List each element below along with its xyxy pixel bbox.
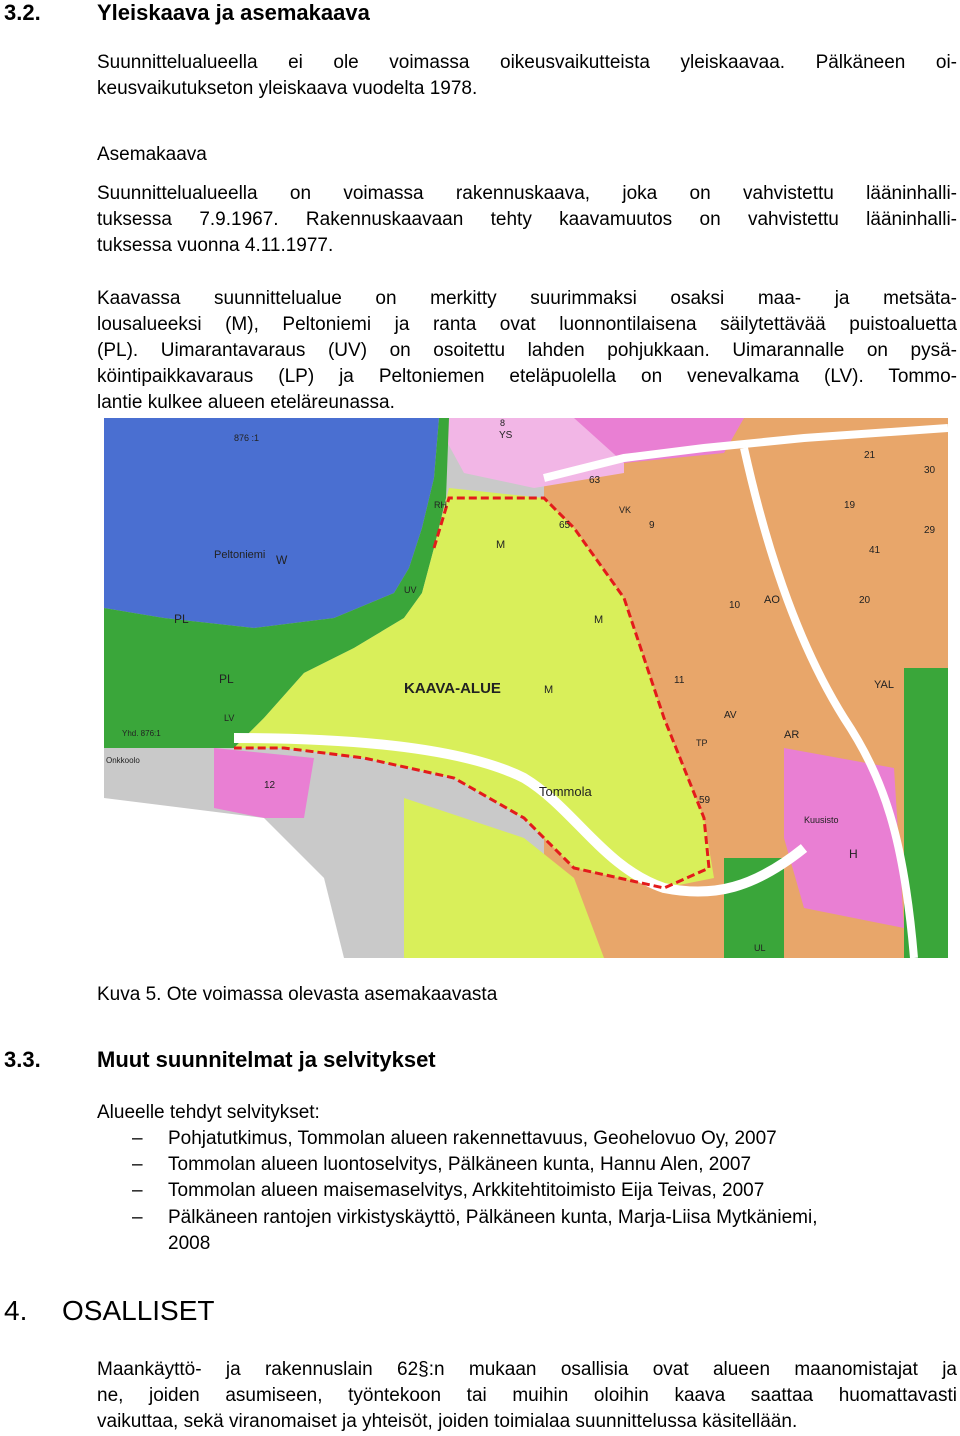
text-line: lantie kulkee alueen eteläreunassa. (97, 392, 395, 413)
list-item-text: Pohjatutkimus, Tommolan alueen rakennettavuus, Geohelovuo Oy, 2007 (168, 1128, 777, 1149)
section-number: 3.2. (4, 0, 41, 25)
label-num-30: 30 (924, 465, 936, 476)
section-title: Muut suunnitelmat ja selvitykset (97, 1047, 436, 1072)
figure-caption: Kuva 5. Ote voimassa olevasta asemakaavasta (97, 984, 498, 1005)
text-line: Suunnittelualueella ei ole voimassa oikeusvaikutteista yleiskaavaa. Pälkäneen oi- (97, 52, 957, 73)
paragraph-yleiskaava (97, 50, 957, 102)
subheading-asemakaava: Asemakaava (97, 144, 207, 165)
label-water-w: W (276, 553, 288, 567)
text-line: keusvaikutukseton yleiskaava vuodelta 1978. (97, 78, 478, 99)
label-kuusisto: Kuusisto (804, 815, 839, 825)
label-tp: TP (696, 738, 708, 748)
section-number: 4. (4, 1295, 28, 1326)
list-dash: – (132, 1180, 143, 1201)
label-num-29: 29 (924, 525, 936, 536)
label-num-12: 12 (264, 780, 276, 791)
text-line: Suunnittelualueella on voimassa rakennuskaava, joka on vahvistettu lääninhalli- (97, 183, 957, 204)
text-line: köintipaikkavaraus (LP) ja Peltoniemen eteläpuolella on venevalkama (LV). Tommo- (97, 366, 957, 387)
list-item-text: Tommolan alueen maisemaselvitys, Arkkitehtitoimisto Eija Teivas, 2007 (168, 1180, 765, 1201)
list-dash: – (132, 1128, 143, 1149)
text-line: tuksessa vuonna 4.11.1977. (97, 235, 334, 256)
label-num-20: 20 (859, 595, 871, 606)
label-uv: UV (404, 585, 417, 595)
label-num-10: 10 (729, 600, 741, 611)
label-num-41: 41 (869, 545, 881, 556)
label-num-8: 8 (500, 418, 506, 428)
label-tommola: Tommola (539, 784, 592, 799)
list-item-text: Pälkäneen rantojen virkistyskäyttö, Pälkäneen kunta, Marja-Liisa Mytkäniemi, (168, 1207, 818, 1228)
label-ul: UL (754, 943, 766, 953)
text-line: ne, joiden asumiseen, työntekoon tai muihin oloihin kaava saattaa huomattavasti (97, 1385, 957, 1406)
list-item-text: Tommolan alueen luontoselvitys, Pälkäneen kunta, Hannu Alen, 2007 (168, 1154, 752, 1175)
pink-area-h (784, 748, 904, 928)
section-title: OSALLISET (62, 1295, 215, 1326)
text-line: Maankäyttö- ja rakennuslain 62§:n mukaan osallisia ovat alueen maanomistajat ja (97, 1359, 957, 1380)
label-num-11: 11 (674, 675, 685, 686)
text-line: vaikuttaa, sekä viranomaiset ja yhteisöt, joiden toimialaa suunnittelussa käsitellään. (97, 1411, 798, 1432)
label-park-pl: PL (174, 612, 189, 626)
label-h: H (849, 847, 858, 861)
list-item-text: 2008 (168, 1233, 211, 1254)
label-forest-m: M (496, 539, 506, 551)
label-ao: AO (764, 594, 780, 606)
label-yal: YAL (874, 679, 894, 691)
label-num-9: 9 (649, 520, 655, 531)
paragraph-asemakaava (97, 181, 957, 259)
paragraph-osalliset (97, 1357, 957, 1435)
label-ys: YS (499, 430, 513, 441)
label-lv: LV (224, 713, 235, 723)
zoning-map (104, 418, 948, 958)
paragraph-kaavassa (97, 286, 957, 416)
label-num-19: 19 (844, 500, 856, 511)
section-title: Yleiskaava ja asemakaava (97, 0, 370, 25)
text-line: Kaavassa suunnittelualue on merkitty suurimmaksi osaksi maa- ja metsäta- (97, 288, 957, 309)
text-line: lousalueeksi (M), Peltoniemi ja ranta ovat luonnontilaisena säilytettävää puistoaluetta (97, 314, 957, 335)
list-dash: – (132, 1207, 143, 1228)
survey-intro: Alueelle tehdyt selvitykset: (97, 1102, 320, 1123)
label-park-pl-2: PL (219, 672, 234, 686)
label-onkkoolo: Onkkoolo (106, 756, 140, 765)
label-kaava-alue: KAAVA-ALUE (404, 680, 501, 697)
label-num-63: 63 (589, 475, 601, 486)
label-num-59: 59 (699, 795, 711, 806)
label-av: AV (724, 710, 737, 721)
label-num-21: 21 (864, 450, 876, 461)
label-ar: AR (784, 729, 800, 741)
label-vk: VK (619, 505, 632, 515)
list-dash: – (132, 1154, 143, 1175)
label-num-65: 65 (559, 520, 571, 531)
label-ref-876: 876 :1 (234, 433, 260, 443)
label-forest-m-3: M (544, 684, 554, 696)
section-number: 3.3. (4, 1047, 41, 1072)
label-yhd-876: Yhd. 876:1 (122, 729, 161, 738)
text-line: (PL). Uimarantavaraus (UV) on osoitettu lahden pohjukkaan. Uimarannalle on pysä- (97, 340, 957, 361)
label-peltoniemi: Peltoniemi (214, 549, 266, 561)
label-rh: RH (434, 500, 447, 510)
text-line: tuksessa 7.9.1967. Rakennuskaavaan tehty kaavamuutos on vahvistettu lääninhalli- (97, 209, 957, 230)
label-forest-m-2: M (594, 614, 604, 626)
